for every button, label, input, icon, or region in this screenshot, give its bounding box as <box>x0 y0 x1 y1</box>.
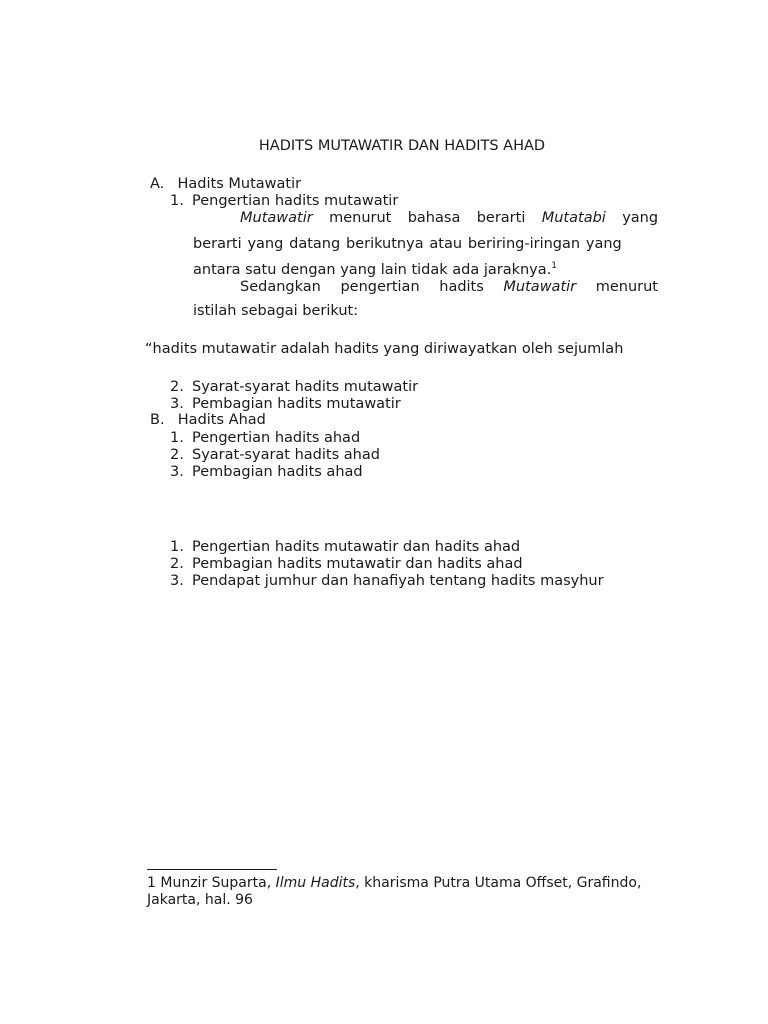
footnote-book-title: Ilmu Hadits <box>275 875 356 891</box>
paragraph-line <box>240 211 658 226</box>
list-number: 3. <box>170 464 184 480</box>
list-item <box>170 194 398 209</box>
list-number: 1. <box>170 539 184 555</box>
term-mutawatir: Mutawatir <box>240 210 313 226</box>
list-item <box>170 431 360 446</box>
section-b-marker: B. <box>150 412 165 428</box>
document-title: HADITS MUTAWATIR DAN HADITS AHAD <box>258 138 546 154</box>
paragraph-text: antara satu dengan yang lain tidak ada jaraknya. <box>193 262 552 278</box>
list-item <box>170 557 523 572</box>
paragraph-line: istilah sebagai berikut: <box>193 303 359 319</box>
footnote-publisher: , kharisma Putra Utama Offset, Grafindo, <box>355 875 642 891</box>
word: hadits <box>439 279 484 295</box>
word: berarti <box>476 210 526 226</box>
footnote-reference[interactable]: 1 <box>551 261 557 271</box>
list-item-label: Pengertian hadits ahad <box>192 430 361 446</box>
word: Sedangkan <box>240 279 321 295</box>
list-item-label: Pengertian hadits mutawatir <box>192 193 399 209</box>
section-a-heading <box>150 177 301 192</box>
word: menurut <box>595 279 658 295</box>
quote-line: “hadits mutawatir adalah hadits yang diriwayatkan oleh sejumlah <box>145 341 624 357</box>
list-item <box>170 465 363 480</box>
footnote-separator <box>147 869 277 870</box>
list-item-label: Pembagian hadits mutawatir <box>192 396 401 412</box>
list-item <box>170 574 604 589</box>
word: pengertian <box>340 279 420 295</box>
list-number: 1. <box>170 193 184 209</box>
section-a-marker: A. <box>150 176 165 192</box>
list-item <box>170 397 401 412</box>
section-b-heading <box>150 413 266 428</box>
paragraph-line: berarti yang datang berikutnya atau beriring-iringan yang <box>193 236 622 252</box>
section-a-title: Hadits Mutawatir <box>177 176 302 192</box>
list-item <box>170 540 520 555</box>
section-b-title: Hadits Ahad <box>177 412 266 428</box>
list-item-label: Syarat-syarat hadits ahad <box>192 447 380 463</box>
list-number: 3. <box>170 573 184 589</box>
footnote-line <box>147 876 641 890</box>
list-number: 2. <box>170 556 184 572</box>
list-number: 2. <box>170 379 184 395</box>
list-item-label: Pembagian hadits mutawatir dan hadits ahad <box>192 556 523 572</box>
footnote-author: Munzir Suparta, <box>160 875 272 891</box>
footnote-number: 1 <box>147 875 156 891</box>
list-item <box>170 448 380 463</box>
term-mutawatir: Mutawatir <box>503 279 577 295</box>
word: yang <box>622 210 659 226</box>
list-number: 1. <box>170 430 184 446</box>
term-mutatabi: Mutatabi <box>541 210 606 226</box>
list-item-label: Pembagian hadits ahad <box>192 464 363 480</box>
list-number: 2. <box>170 447 184 463</box>
word: bahasa <box>407 210 461 226</box>
footnote-line: Jakarta, hal. 96 <box>147 892 253 908</box>
paragraph-line <box>240 280 658 295</box>
list-item <box>170 380 418 395</box>
paragraph-line <box>193 263 557 278</box>
word: menurut <box>329 210 392 226</box>
list-item-label: Syarat-syarat hadits mutawatir <box>192 379 419 395</box>
list-item-label: Pengertian hadits mutawatir dan hadits ahad <box>192 539 521 555</box>
list-item-label: Pendapat jumhur dan hanafiyah tentang hadits masyhur <box>192 573 604 589</box>
list-number: 3. <box>170 396 184 412</box>
